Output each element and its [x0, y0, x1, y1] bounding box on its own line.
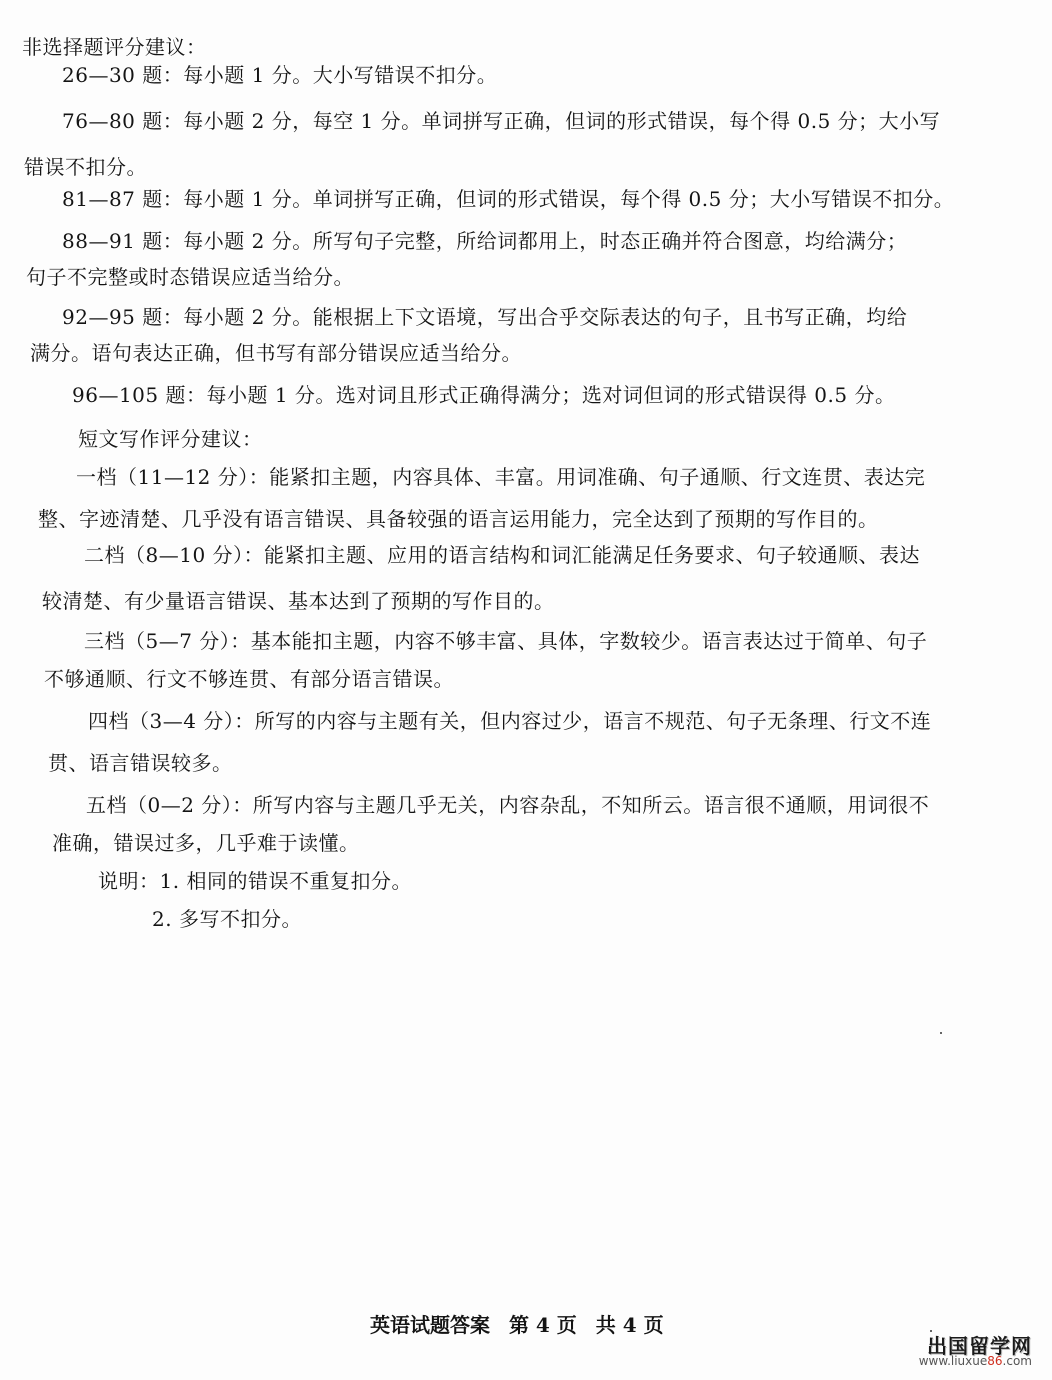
watermark-url: www.liuxue86.com	[918, 1354, 1032, 1368]
note-2: 2. 多写不扣分。	[152, 907, 302, 931]
writing-grade-3-cont: 不够通顺、行文不够连贯、有部分语言错误。	[44, 667, 454, 691]
scoring-rule-88-91-cont: 句子不完整或时态错误应适当给分。	[26, 265, 354, 289]
note-1: 说明：1. 相同的错误不重复扣分。	[98, 869, 412, 893]
watermark-name: 出国留学网	[927, 1334, 1032, 1358]
writing-grade-3: 三档（5—7 分）：基本能扣主题，内容不够丰富、具体，字数较少。语言表达过于简单、句子	[84, 629, 928, 653]
scoring-rule-96-105: 96—105 题：每小题 1 分。选对词且形式正确得满分；选对词但词的形式错误得 0.5 分。	[72, 383, 896, 407]
section-heading-writing: 短文写作评分建议：	[78, 427, 263, 451]
scoring-rule-92-95: 92—95 题：每小题 2 分。能根据上下文语境，写出合乎交际表达的句子，且书写正确，均给	[62, 305, 908, 329]
footer-total-pages: 共 4 页	[595, 1313, 664, 1337]
site-watermark	[882, 1330, 1032, 1372]
scoring-rule-81-87: 81—87 题：每小题 1 分。单词拼写正确，但词的形式错误，每个得 0.5 分；大小写错误不扣分。	[62, 187, 955, 211]
scan-speck	[940, 1032, 942, 1034]
writing-grade-2: 二档（8—10 分）：能紧扣主题、应用的语言结构和词汇能满足任务要求、句子较通顺、表达	[84, 543, 921, 567]
writing-grade-1: 一档（11—12 分）：能紧扣主题，内容具体、丰富。用词准确、句子通顺、行文连贯、表达完	[76, 465, 926, 489]
writing-grade-5-cont: 准确，错误过多，几乎难于读懂。	[52, 831, 360, 855]
writing-grade-5: 五档（0—2 分）：所写内容与主题几乎无关，内容杂乱，不知所云。语言很不通顺，用词很不	[86, 793, 930, 817]
writing-grade-2-cont: 较清楚、有少量语言错误、基本达到了预期的写作目的。	[42, 589, 555, 613]
footer-page-number: 第 4 页	[508, 1313, 577, 1337]
scoring-rule-88-91: 88—91 题：每小题 2 分。所写句子完整，所给词都用上，时态正确并符合图意，均给满分；	[62, 229, 908, 253]
scoring-rule-26-30: 26—30 题：每小题 1 分。大小写错误不扣分。	[62, 63, 498, 87]
writing-grade-4: 四档（3—4 分）：所写的内容与主题有关，但内容过少，语言不规范、句子无条理、行文不连	[88, 709, 932, 733]
footer-title: 英语试题答案	[370, 1313, 490, 1337]
section-heading-non-choice: 非选择题评分建议：	[22, 35, 207, 59]
page-footer	[370, 1312, 676, 1338]
scoring-rule-76-80: 76—80 题：每小题 2 分，每空 1 分。单词拼写正确，但词的形式错误，每个得 0.5 分；大小写	[62, 109, 941, 133]
writing-grade-1-cont: 整、字迹清楚、几乎没有语言错误、具备较强的语言运用能力，完全达到了预期的写作目的。	[38, 507, 879, 531]
scoring-rule-76-80-cont: 错误不扣分。	[24, 155, 147, 179]
scoring-rule-92-95-cont: 满分。语句表达正确，但书写有部分错误应适当给分。	[30, 341, 522, 365]
writing-grade-4-cont: 贯、语言错误较多。	[48, 751, 233, 775]
